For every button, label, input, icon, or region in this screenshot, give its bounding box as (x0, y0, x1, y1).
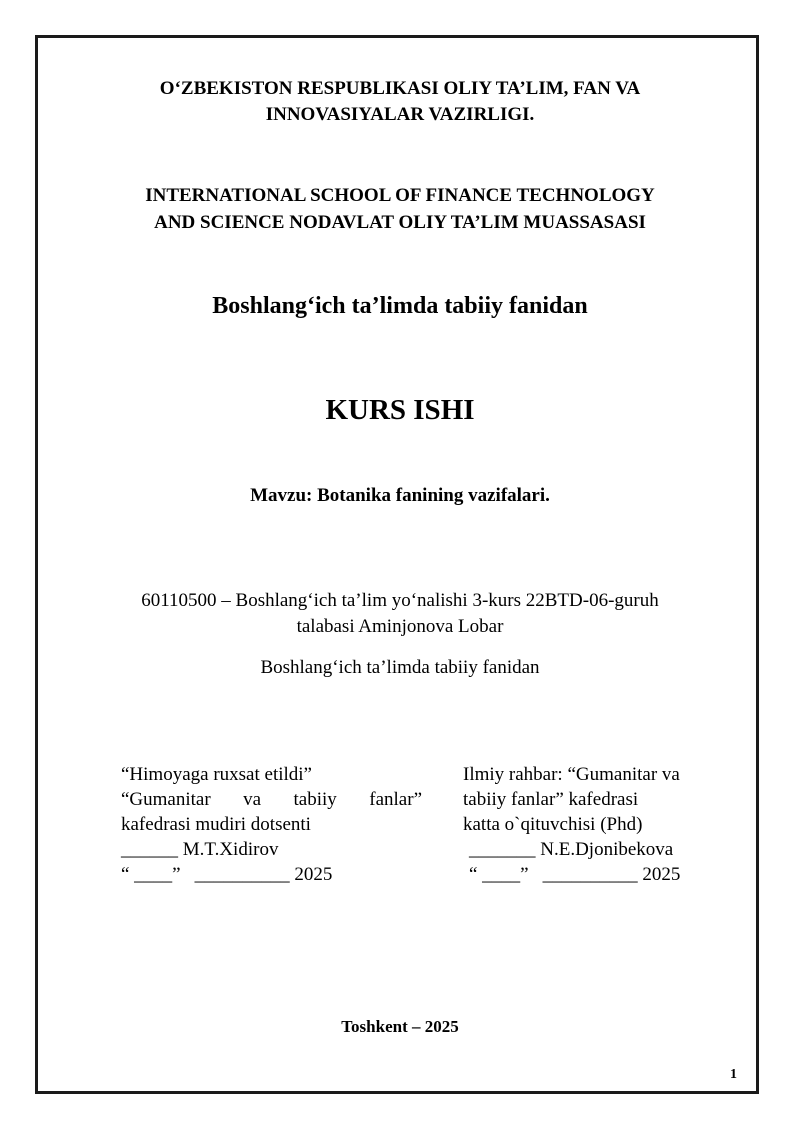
approval-right-date-blank: __________ 2025 (542, 864, 681, 885)
approval-left-line-3: kafedrasi mudiri dotsenti (121, 814, 311, 835)
approval-right-date-quote: “ ____” (469, 864, 529, 885)
approval-right-signature: _______ N.E.Djonibekova (469, 839, 674, 860)
approval-left-date (121, 862, 422, 887)
student-info (40, 588, 760, 640)
approval-left-date-blank: __________ 2025 (194, 864, 333, 885)
student-line-1: 60110500 – Boshlang‘ich ta’lim yo‘nalishi 3-kurs 22BTD-06-guruh (141, 590, 659, 611)
approval-left-date-quote: “ ____” (121, 864, 181, 885)
ministry-heading (40, 76, 760, 128)
school-heading (40, 182, 760, 236)
city-year: Toshkent – 2025 (341, 1017, 459, 1036)
subject-repeat: Boshlang‘ich ta’limda tabiiy fanidan (260, 657, 540, 678)
approval-right-line-2: tabiiy fanlar” kafedrasi (463, 789, 639, 810)
student-line-2: talabasi Aminjonova Lobar (296, 616, 504, 637)
approval-left-word: va (243, 789, 262, 810)
topic: Mavzu: Botanika fanining vazifalari. (250, 485, 550, 506)
approval-left-line-1: “Himoyaga ruxsat etildi” (121, 764, 312, 785)
approval-left-word: tabiiy (293, 789, 337, 810)
subject-heading: Boshlang‘ich ta’limda tabiiy fanidan (212, 293, 588, 319)
approval-block-right (463, 762, 713, 887)
ministry-line-2: INNOVASIYALAR VAZIRLIGI. (265, 104, 535, 125)
approval-block-left (121, 762, 422, 887)
school-line-1: INTERNATIONAL SCHOOL OF FINANCE TECHNOLOGY (145, 185, 655, 206)
approval-left-line-2 (121, 787, 422, 812)
approval-right-line-3: katta o`qituvchisi (Phd) (463, 814, 643, 835)
approval-right-line-1: Ilmiy rahbar: “Gumanitar va (463, 764, 680, 785)
approval-left-word: fanlar” (369, 789, 422, 810)
approval-right-date (463, 862, 713, 887)
work-type-title: KURS ISHI (325, 394, 475, 426)
ministry-line-1: O‘ZBEKISTON RESPUBLIKASI OLIY TA’LIM, FAN VA (159, 78, 641, 99)
school-line-2: AND SCIENCE NODAVLAT OLIY TA’LIM MUASSASASI (154, 212, 646, 233)
approval-left-word: “Gumanitar (121, 789, 211, 810)
approval-left-signature: ______ M.T.Xidirov (121, 839, 279, 860)
page-number: 1 (730, 1067, 737, 1082)
